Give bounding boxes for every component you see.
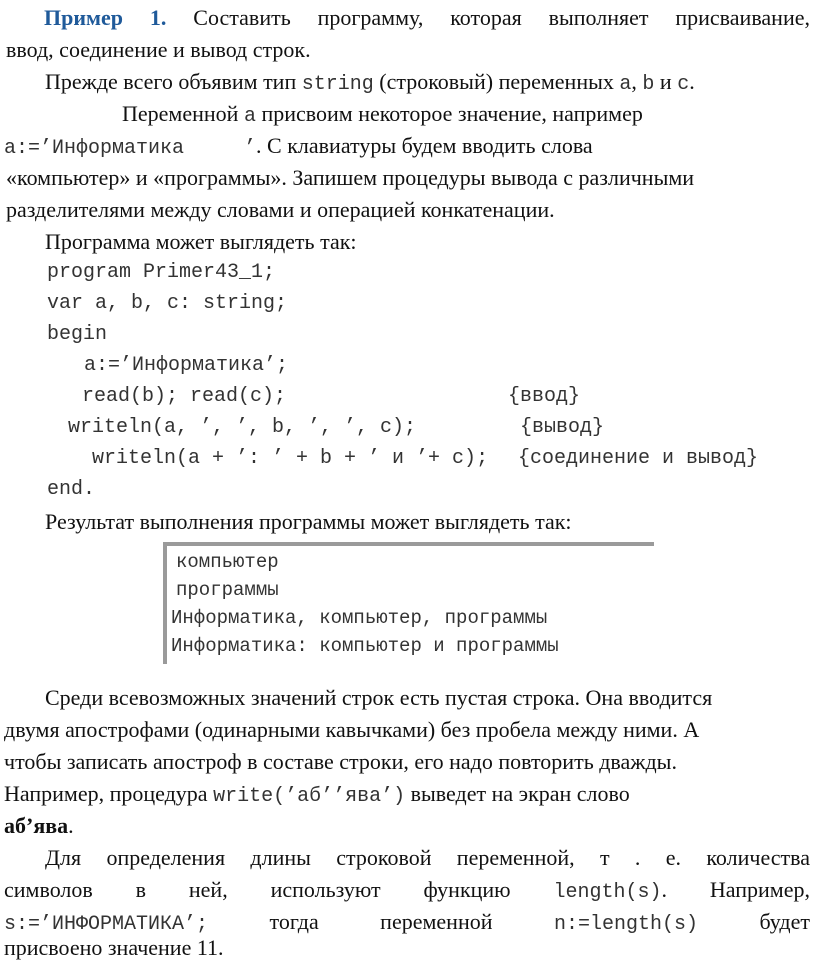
text: будет [697, 909, 810, 934]
code-var-a: a [243, 105, 256, 128]
code-line-assign: a:=’Информатика’; [84, 354, 289, 377]
length-function-line [4, 874, 810, 906]
output-line: Информатика: компьютер и программы [171, 635, 559, 657]
text-line: разделителями между словами и операцией конкатенации. [6, 197, 555, 222]
text-line: ввод, соединение и вывод строк. [6, 37, 311, 62]
code-length: length(s) [553, 881, 662, 904]
code-assign: a:=’Информатика ’ [4, 137, 257, 160]
code-var-b: b [642, 73, 655, 96]
text: присвоим некоторое значение, например [255, 101, 643, 126]
output-line: компьютер [176, 551, 279, 573]
text-line: «компьютер» и «программы». Запишем процедуры вывода с различными [6, 165, 695, 190]
code-string-type: string [301, 73, 374, 96]
bold-word-line [4, 810, 74, 842]
code-comment-input: {ввод} [508, 385, 581, 408]
assign-example-line [4, 130, 593, 162]
code-comment-concat: {соединение и вывод} [518, 447, 759, 470]
text: Прежде всего объявим тип [45, 69, 302, 94]
code-line-var: var a, b, c: string; [47, 292, 288, 315]
bold-word: аб’ява [4, 813, 69, 838]
write-example-line [4, 778, 630, 810]
text-line: присвоено значение 11. [4, 935, 224, 960]
text-line: двумя апострофами (одинарными кавычками) без пробела между ними. А [4, 717, 700, 742]
result-intro: Результат выполнения программы может выглядеть так: [45, 509, 572, 534]
code-write: write(’аб’’ява’) [213, 785, 406, 808]
text: . [68, 813, 74, 838]
code-comment-output: {вывод} [520, 416, 605, 439]
program-intro: Программа может выглядеть так: [45, 229, 357, 254]
text-line: Для определения длины строковой переменной, т . е. количества [45, 845, 810, 870]
code-line-read: read(b); read(c); [82, 385, 287, 408]
output-line: Информатика, компьютер, программы [171, 607, 548, 629]
code-var-a: a [619, 73, 632, 96]
text: Переменной [122, 101, 244, 126]
text-line: чтобы записать апостроф в составе строки, его надо повторить дважды. [4, 749, 677, 774]
text-line: Среди всевозможных значений строк есть пустая строка. Она вводится [45, 685, 713, 710]
example-label: Пример 1. [44, 5, 167, 30]
code-var-c: c [677, 73, 690, 96]
text: символов в ней, используют функцию [4, 877, 554, 902]
code-line-end: end. [47, 478, 96, 501]
code-s-assign: s:=’ИНФОРМАТИКА’; [4, 913, 209, 936]
text: выведет на экран слово [405, 781, 630, 806]
example-heading-line [6, 2, 810, 34]
code-line-writeln-1: writeln(a, ’, ’, b, ’, ’, c); [68, 416, 417, 439]
code-n-assign: n:=length(s) [553, 913, 698, 936]
text: , [631, 69, 643, 94]
output-line: программы [176, 579, 279, 601]
assign-intro-line [122, 98, 643, 130]
text: . С клавиатуры будем вводить слова [256, 133, 593, 158]
text: (строковый) переменных [373, 69, 620, 94]
text: и [654, 69, 678, 94]
code-line-program: program Primer43_1; [47, 261, 276, 284]
text: . [689, 69, 695, 94]
code-line-writeln-2: writeln(a + ’: ’ + b + ’ и ’+ c); [92, 447, 489, 470]
text: Например, процедура [4, 781, 214, 806]
type-declaration-line [45, 66, 695, 98]
example-text: Составить программу, которая выполняет присваивание, [193, 5, 810, 30]
code-line-begin: begin [47, 323, 108, 346]
text: . Например, [661, 877, 810, 902]
text: тогда переменной [208, 909, 554, 934]
